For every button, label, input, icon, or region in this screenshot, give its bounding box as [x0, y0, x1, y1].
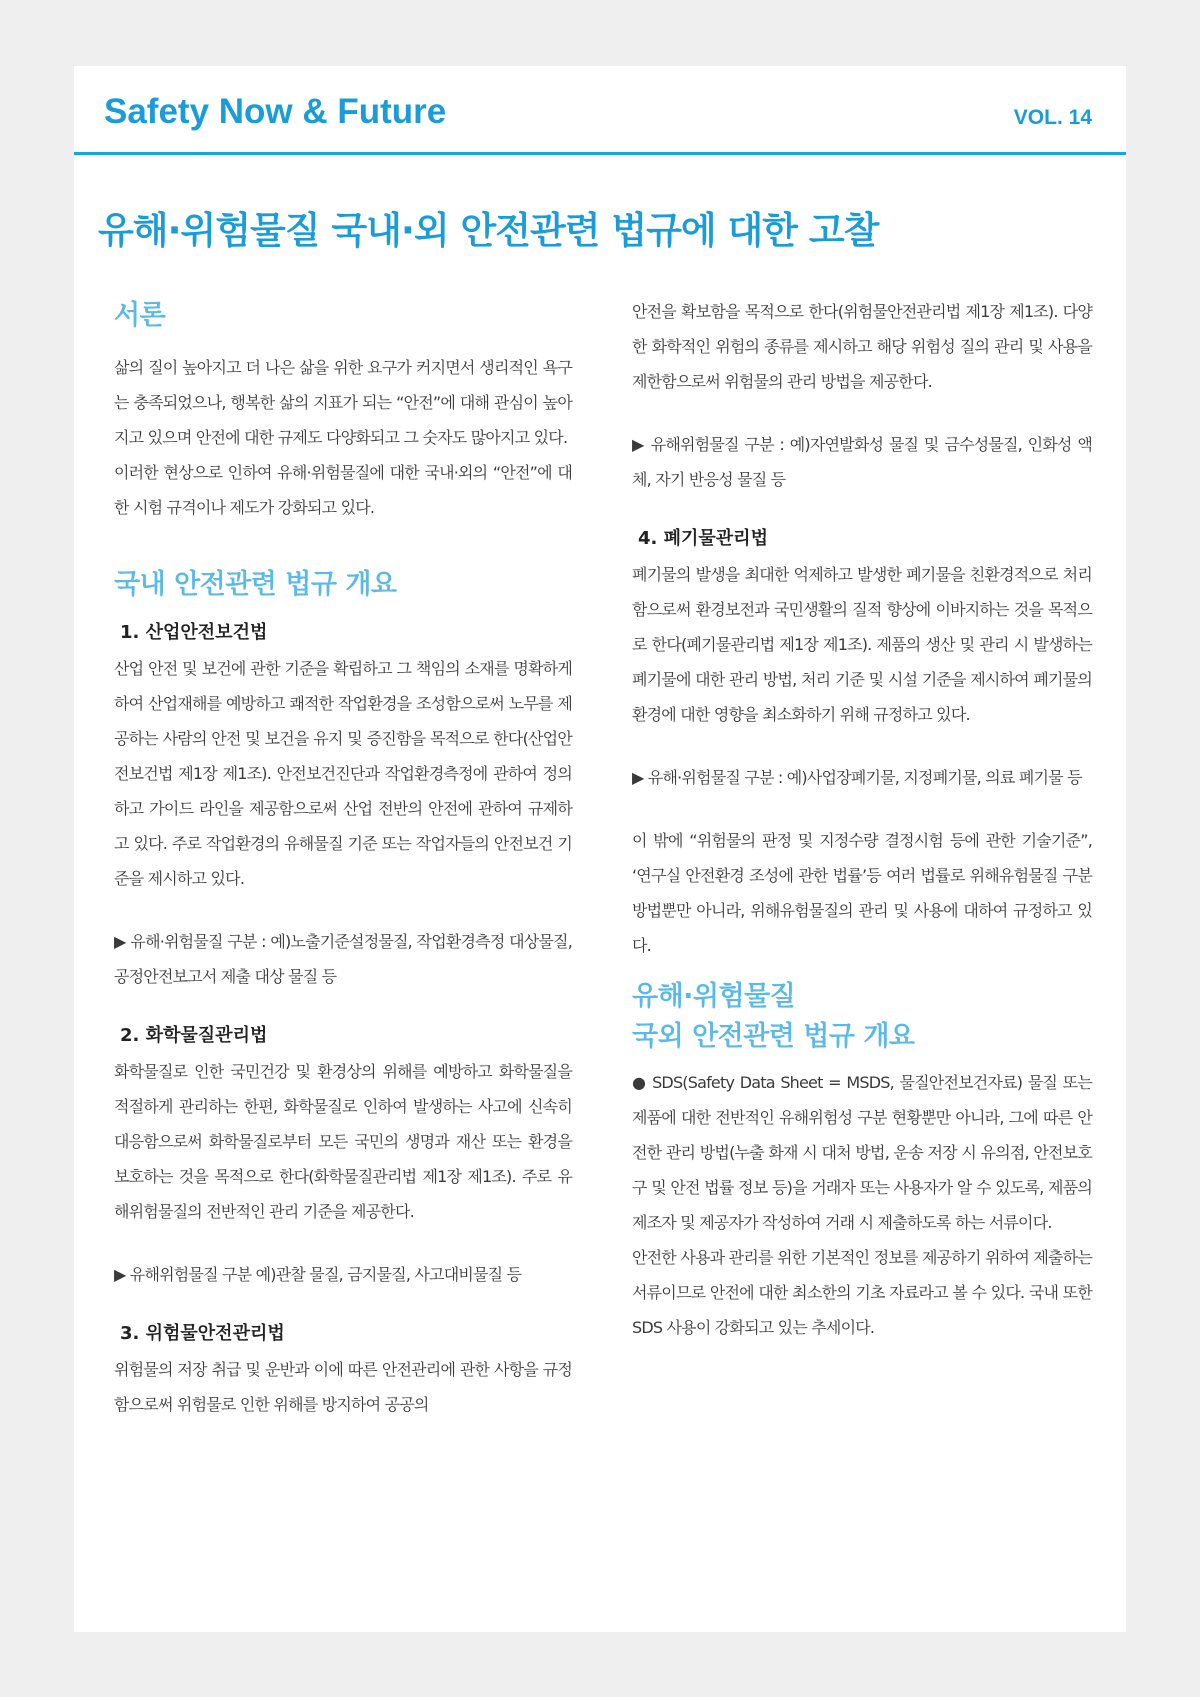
- law-2-note: ▶ 유해위험물질 구분 예)관찰 물질, 금지물질, 사고대비물질 등: [114, 1265, 522, 1284]
- foreign-heading-line-2: 국외 안전관련 법규 개요: [632, 1021, 915, 1052]
- header: [74, 66, 1126, 155]
- law-1-note: ▶ 유해·위험물질 구분 : 예)노출기준설정물질, 작업환경측정 대상물질, 공정안전보고서 제출 대상 물질 등: [114, 932, 572, 986]
- law-1-title: 1. 산업안전보건법: [120, 622, 268, 643]
- law-2-body: 화학물질로 인한 국민건강 및 환경상의 위해를 예방하고 화학물질을 적절하게 관리하는 한편, 화학물질로 인하여 발생하는 사고에 신속히 대응함으로써 화학물질로부터 모든 국민의 생명과 재산 또는 환경을 보호하는 것을 목적으로 한다(화학물질관리법 제1장 제1조). 주로 유해위험물질의 전반적인 관리 기준을 제공한다.: [114, 1062, 572, 1221]
- volume-number: VOL. 14: [1013, 106, 1092, 129]
- foreign-heading-line-1: 유해·위험물질: [632, 981, 796, 1012]
- left-column: [114, 296, 572, 1422]
- page: [74, 66, 1126, 1632]
- law-3-note: ▶ 유해위험물질 구분 : 예)자연발화성 물질 및 금수성물질, 인화성 액체, 자기 반응성 물질 등: [632, 435, 1092, 489]
- right-column: [632, 294, 1092, 1345]
- law-3-body-start: 위험물의 저장 취급 및 운반과 이에 따른 안전관리에 관한 사항을 규정함으로써 위험물로 인한 위해를 방지하여 공공의: [114, 1360, 572, 1414]
- law-1-body: 산업 안전 및 보건에 관한 기준을 확립하고 그 책임의 소재를 명확하게 하여 산업재해를 예방하고 쾌적한 작업환경을 조성함으로써 노무를 제공하는 사람의 안전 및 보건을 유지 및 증진함을 목적으로 한다(산업안전보건법 제1장 제1조). 안전보건진단과 작업환경측정에 관하여 정의하고 가이드 라인을 제공함으로써 산업 전반의 안전에 관하여 규제하고 있다. 주로 작업환경의 유해물질 기준 또는 작업자들의 안전보건 기준을 제시하고 있다.: [114, 659, 572, 888]
- law-4-title: 4. 폐기물관리법: [638, 528, 768, 549]
- law-2-title: 2. 화학물질관리법: [120, 1025, 268, 1046]
- law-4-note: ▶ 유해·위험물질 구분 : 예)사업장폐기물, 지정폐기물, 의료 폐기물 등: [632, 768, 1082, 787]
- law-3-body-continued: 안전을 확보함을 목적으로 한다(위험물안전관리법 제1장 제1조). 다양한 화학적인 위험의 종류를 제시하고 해당 위험성 질의 관리 및 사용을 제한함으로써 위험물의 관리 방법을 제공한다.: [632, 302, 1092, 391]
- intro-paragraph-2: 이러한 현상으로 인하여 유해·위험물질에 대한 국내·외의 “안전”에 대한 시험 규격이나 제도가 강화되고 있다.: [114, 463, 572, 517]
- law-3-title: 3. 위험물안전관리법: [120, 1323, 285, 1344]
- sds-paragraph-1: ● SDS(Safety Data Sheet = MSDS, 물질안전보건자료) 물질 또는 제품에 대한 전반적인 유해위험성 구분 현황뿐만 아니라, 그에 따른 안전한 관리 방법(누출 화재 시 대처 방법, 운송 저장 시 유의점, 안전보호구 및 안전 법률 정보 등)을 거래자 또는 사용자가 알 수 있도록, 제품의 제조자 및 제공자가 작성하여 거래 시 제출하도록 하는 서류이다.: [632, 1073, 1092, 1232]
- law-4-body: 폐기물의 발생을 최대한 억제하고 발생한 폐기물을 친환경적으로 처리함으로써 환경보전과 국민생활의 질적 향상에 이바지하는 것을 목적으로 한다(폐기물관리법 제1장 제1조). 제품의 생산 및 관리 시 발생하는 폐기물에 대한 관리 방법, 처리 기준 및 시설 기준을 제시하여 폐기물의 환경에 대한 영향을 최소화하기 위해 규정하고 있다.: [632, 565, 1092, 724]
- section-heading-intro: 서론: [114, 300, 166, 331]
- section-heading-domestic: 국내 안전관련 법규 개요: [114, 569, 397, 600]
- intro-paragraph-1: 삶의 질이 높아지고 더 나은 삶을 위한 요구가 커지면서 생리적인 욕구는 충족되었으나, 행복한 삶의 지표가 되는 “안전”에 대해 관심이 높아지고 있으며 안전에 대한 규제도 다양화되고 그 숫자도 많아지고 있다.: [114, 358, 572, 447]
- brand-title: Safety Now & Future: [104, 92, 447, 131]
- sds-paragraph-2: 안전한 사용과 관리를 위한 기본적인 정보를 제공하기 위하여 제출하는 서류이므로 안전에 대한 최소한의 기초 자료라고 볼 수 있다. 국내 또한 SDS 사용이 강화되고 있는 추세이다.: [632, 1248, 1092, 1337]
- other-laws-paragraph: 이 밖에 “위험물의 판정 및 지정수량 결정시험 등에 관한 기술기준”, ‘연구실 안전환경 조성에 관한 법률’등 여러 법률로 위해유험물질 구분 방법뿐만 아니라, 위해유험물질의 관리 및 사용에 대하여 규정하고 있다.: [632, 831, 1092, 955]
- article-title: 유해·위험물질 국내·외 안전관련 법규에 대한 고찰: [98, 209, 879, 252]
- section-heading-foreign: [632, 977, 1092, 1057]
